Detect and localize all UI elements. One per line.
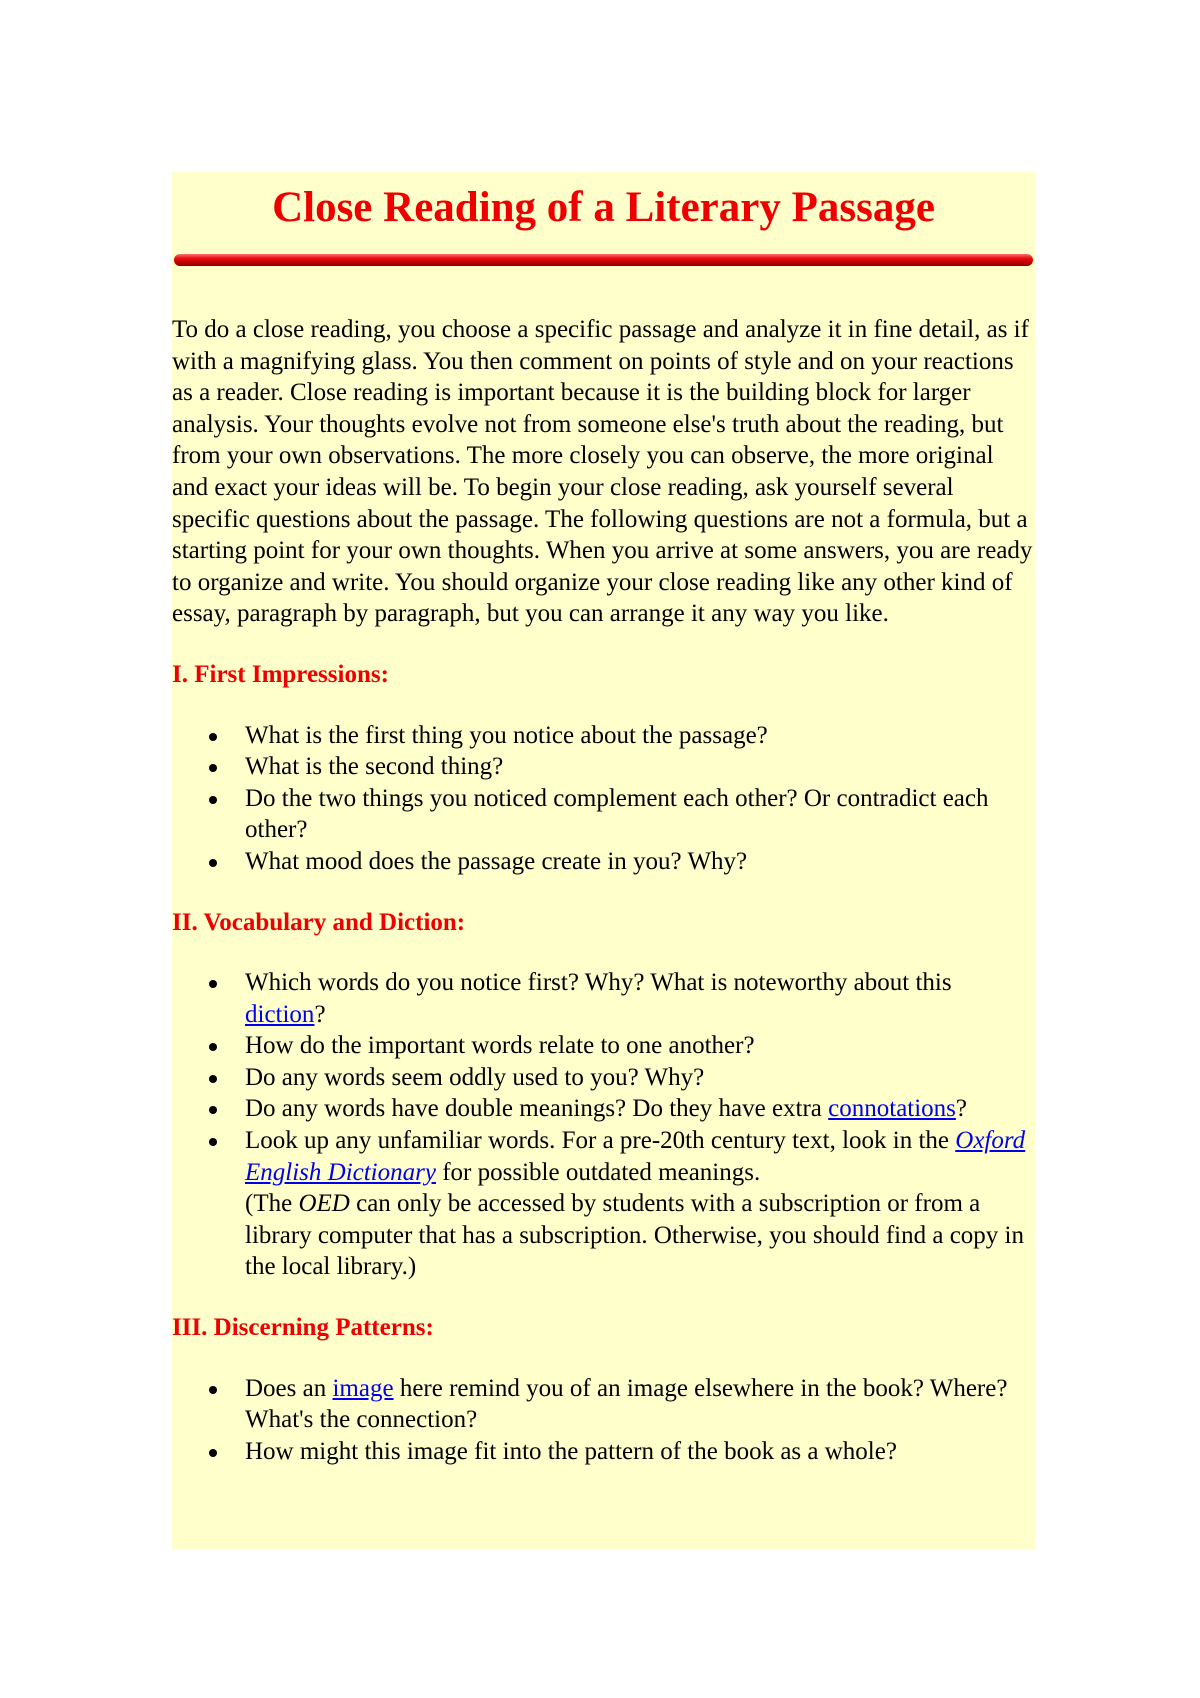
item-text: Look up any unfamiliar words. For a pre-20th century text, look in the	[245, 1127, 956, 1155]
list-item: How do the important words relate to one another?	[245, 1030, 1035, 1062]
first-impressions-list	[172, 720, 1035, 878]
list-item: Do the two things you noticed complement each other? Or contradict each other?	[245, 783, 1035, 846]
list-item: How might this image fit into the pattern of the book as a whole?	[245, 1436, 1035, 1468]
list-item: What is the first thing you notice about the passage?	[245, 720, 1035, 752]
item-text: ?	[314, 1000, 326, 1028]
list-item	[245, 1093, 1035, 1125]
item-text: ?	[955, 1095, 968, 1123]
content-panel	[172, 172, 1035, 1550]
oxford-english-dictionary-link[interactable]: Oxford English Dictionary	[245, 1127, 1026, 1186]
item-text: Does an	[245, 1374, 333, 1402]
list-item	[245, 967, 1035, 1030]
red-divider-bar	[174, 254, 1033, 266]
list-item: What mood does the passage create in you? Why?	[245, 846, 1035, 878]
image-link[interactable]: image	[332, 1374, 394, 1402]
page-title: Close Reading of a Literary Passage	[272, 184, 935, 231]
intro-paragraph: To do a close reading, you choose a specific passage and analyze it in fine detail, as if with a magnifying glass. You then comment on points of style and on your reactions as a reader. Close reading is important because it is the building block for larger analysis. Your thoughts evolve not from someone else's truth about the reading, but from your own observations. The more closely you can observe, the more original and exact your ideas will be. To begin your close reading, ask yourself several specific questions about the passage. The following questions are not a formula, but a starting point for your own thoughts. When you arrive at some answers, you are ready to organize and write. You should organize your close reading like any other kind of essay, paragraph by paragraph, but you can arrange it any way you like.	[172, 316, 1033, 628]
diction-link[interactable]: diction	[245, 1000, 315, 1028]
list-item	[245, 1125, 1035, 1283]
list-item	[245, 1373, 1035, 1436]
item-text: Do any words have double meanings? Do they have extra	[245, 1095, 829, 1123]
item-text: here remind you of an image elsewhere in the book? Where? What's the connection?	[245, 1374, 1008, 1434]
item-text: Which words do you notice first? Why? What is noteworthy about this	[245, 969, 952, 997]
oed-abbreviation: OED	[298, 1190, 350, 1218]
section-heading-vocabulary-diction: II. Vocabulary and Diction:	[172, 908, 466, 936]
note-text: can only be accessed by students with a subscription or from a library computer that has a subscription. Otherwise, you should find a copy in the local library.)	[245, 1190, 1025, 1281]
section-heading-discerning-patterns: III. Discerning Patterns:	[172, 1314, 434, 1342]
patterns-list	[172, 1373, 1035, 1468]
vocabulary-list	[172, 967, 1035, 1283]
connotations-link[interactable]: connotations	[828, 1095, 956, 1123]
list-item: Do any words seem oddly used to you? Why?	[245, 1062, 1035, 1094]
section-heading-first-impressions: I. First Impressions:	[172, 660, 389, 688]
note-text: (The	[245, 1190, 299, 1218]
item-text: for possible outdated meanings.	[435, 1158, 761, 1186]
list-item: What is the second thing?	[245, 751, 1035, 783]
text-body	[172, 314, 1035, 1467]
